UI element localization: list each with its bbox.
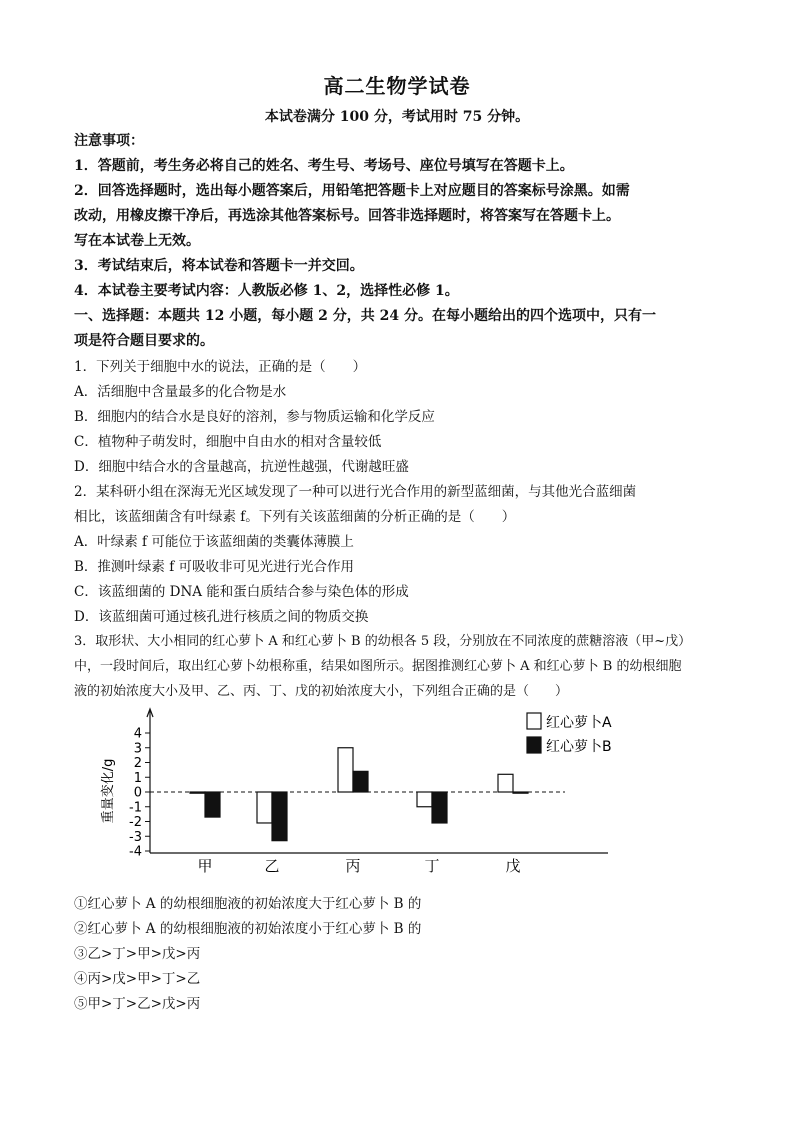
section-heading-cont: 项是符合题目要求的。 [74, 333, 214, 349]
note-item: 4．本试卷主要考试内容：人教版必修 1、2，选择性必修 1。 [74, 283, 459, 299]
section-heading: 一、选择题：本题共 12 小题，每小题 2 分，共 24 分。在每小题给出的四个选项中，只有一 [74, 308, 656, 324]
legend-swatch [527, 737, 541, 753]
question-3-statement-3: ③乙>丁>甲>戊>丙 [74, 946, 201, 962]
y-tick-label: 1 [133, 770, 142, 786]
legend-label: 红心萝卜B [546, 739, 612, 755]
y-tick-label: -2 [129, 815, 142, 830]
x-category-label: 丁 [424, 857, 440, 875]
note-item: 2．回答选择题时，选出每小题答案后，用铅笔把答题卡上对应题目的答案标号涂黑。如需 [74, 183, 630, 199]
exam-info: 本试卷满分 100 分，考试用时 75 分钟。 [264, 109, 530, 125]
question-2-option-c: C．该蓝细菌的 DNA 能和蛋白质结合参与染色体的形成 [74, 584, 409, 600]
bar-b [513, 792, 528, 793]
bar-chart [90, 705, 620, 875]
question-1-option-a: A．活细胞中含量最多的化合物是水 [74, 384, 287, 400]
y-axis-label: 重量变化/g [101, 758, 116, 824]
bar-a [338, 748, 353, 792]
legend-label: 红心萝卜A [546, 715, 612, 731]
note-item: 写在本试卷上无效。 [74, 233, 200, 249]
bar-a [190, 792, 205, 793]
y-tick-label: 3 [133, 741, 142, 757]
question-3-statement-1: ①红心萝卜 A 的幼根细胞液的初始浓度大于红心萝卜 B 的 [74, 896, 422, 912]
bar-b [205, 792, 220, 817]
bar-b [272, 792, 287, 841]
bar-a [417, 792, 432, 807]
x-category-label: 甲 [197, 857, 213, 875]
bar-a [498, 774, 513, 792]
question-3-statement-5: ⑤甲>丁>乙>戊>丙 [74, 996, 201, 1012]
question-3-stem: 3．取形状、大小相同的红心萝卜 A 和红心萝卜 B 的幼根各 5 段，分别放在不同浓度的蔗糖溶液（甲~戊） [74, 634, 692, 649]
legend-swatch [527, 713, 541, 729]
y-tick-label: 0 [133, 785, 142, 801]
y-tick-label: -1 [129, 800, 142, 816]
question-2-option-b: B．推测叶绿素 f 可吸收非可见光进行光合作用 [74, 559, 354, 575]
bar-b [353, 771, 368, 792]
notes-heading: 注意事项： [74, 133, 144, 149]
question-2-option-a: A．叶绿素 f 可能位于该蓝细菌的类囊体薄膜上 [74, 534, 354, 550]
bar-b [432, 792, 447, 823]
y-tick-label: 2 [133, 756, 142, 771]
y-tick-label: 4 [133, 726, 142, 742]
x-category-label: 乙 [264, 857, 280, 875]
note-item: 1．答题前，考生务必将自己的姓名、考生号、考场号、座位号填写在答题卡上。 [74, 158, 574, 174]
question-3-stem-cont: 液的初始浓度大小及甲、乙、丙、丁、戊的初始浓度大小，下列组合正确的是（ ） [74, 684, 569, 699]
y-tick-label: -3 [129, 829, 142, 845]
question-1-stem: 1．下列关于细胞中水的说法，正确的是（ ） [74, 359, 367, 375]
y-tick-label: -4 [129, 844, 142, 860]
question-2-stem: 2．某科研小组在深海无光区域发现了一种可以进行光合作用的新型蓝细菌，与其他光合蓝细菌 [74, 484, 637, 500]
page-title: 高二生物学试卷 [323, 74, 471, 98]
note-item: 改动，用橡皮擦干净后，再选涂其他答案标号。回答非选择题时，将答案写在答题卡上。 [74, 208, 620, 224]
question-1-option-d: D．细胞中结合水的含量越高，抗逆性越强，代谢越旺盛 [74, 459, 409, 475]
bar-a [257, 792, 272, 823]
question-2-stem-cont: 相比，该蓝细菌含有叶绿素 f。下列有关该蓝细菌的分析正确的是（ ） [74, 509, 516, 525]
x-category-label: 戊 [505, 857, 521, 875]
note-item: 3．考试结束后，将本试卷和答题卡一并交回。 [74, 258, 364, 274]
question-3-stem-cont: 中，一段时间后，取出红心萝卜幼根称重，结果如图所示。据图推测红心萝卜 A 和红心萝卜 B 的幼根细胞 [74, 659, 682, 674]
question-3-statement-2: ②红心萝卜 A 的幼根细胞液的初始浓度小于红心萝卜 B 的 [74, 921, 422, 937]
question-2-option-d: D．该蓝细菌可通过核孔进行核质之间的物质交换 [74, 609, 369, 625]
question-1-option-b: B．细胞内的结合水是良好的溶剂，参与物质运输和化学反应 [74, 409, 435, 425]
question-1-option-c: C．植物种子萌发时，细胞中自由水的相对含量较低 [74, 434, 382, 450]
question-3-statement-4: ④丙>戊>甲>丁>乙 [74, 971, 201, 987]
x-category-label: 丙 [345, 857, 361, 875]
